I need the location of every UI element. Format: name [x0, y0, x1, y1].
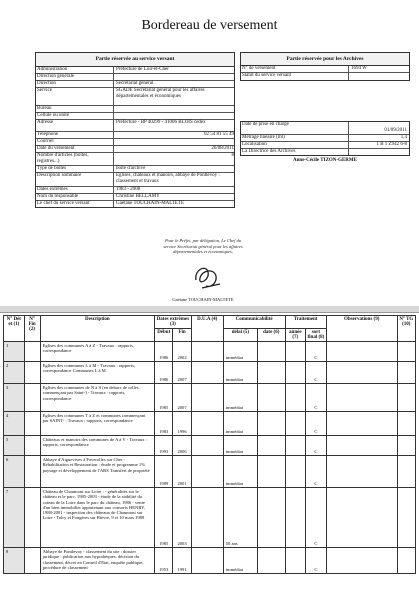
- field-label: Bureau: [36, 106, 114, 112]
- cell-num: 6: [4, 456, 25, 488]
- cell-debut: 1953: [155, 548, 173, 574]
- cell-observations: [326, 548, 397, 574]
- col-tg: N° TG (10): [397, 316, 415, 342]
- col-dua: D.U.A (4): [191, 316, 223, 342]
- cell-description: Abbaye de Pontlevoy - classement du site : dossier juridique : publication aux hypothèques, décision du classement, décret en Conseil d'Etat, enquête publique, procédure de classement: [40, 548, 154, 574]
- service-versant-row: [36, 173, 234, 187]
- cell-delai: immédiat: [223, 456, 257, 488]
- service-versant-row: [36, 81, 234, 88]
- field-value: boîte d'archive: [116, 166, 146, 171]
- field-label: Nom du responsable: [36, 194, 114, 200]
- field-label: Localisation: [241, 142, 349, 148]
- field-value: Gaétane TOUCHAIN-MALTETE: [116, 201, 185, 206]
- cell-dua: [191, 412, 223, 436]
- service-versant-row: [36, 113, 234, 120]
- cell-fin: [24, 488, 40, 548]
- cell-fin-date: 2002: [173, 342, 191, 362]
- table-row: [4, 384, 416, 412]
- cell-annee: [285, 412, 306, 436]
- col-delai: délai (5): [223, 329, 257, 342]
- cell-num: 4: [4, 412, 25, 436]
- signature-image: [190, 262, 224, 299]
- field-value: 1 B 1 Z942 6-8: [376, 142, 407, 147]
- field-label: Date du versement: [36, 146, 114, 152]
- table-row: [4, 362, 416, 384]
- cell-debut: 1993: [155, 436, 173, 456]
- cell-num: 7: [4, 488, 25, 548]
- cell-date: [258, 384, 285, 412]
- cell-tg: [397, 436, 415, 456]
- col-date: date (6): [258, 329, 285, 342]
- cell-sort: C: [306, 362, 327, 384]
- col-fin: N° Fin (2): [24, 316, 40, 342]
- service-versant-row: [36, 153, 234, 166]
- cell-sort: C: [306, 384, 327, 412]
- cell-annee: [285, 342, 306, 362]
- cell-observations: [326, 362, 397, 384]
- field-label: Téléphone: [36, 132, 114, 138]
- cell-fin-date: 2001: [173, 456, 191, 488]
- field-value: 1694 W: [351, 66, 367, 71]
- bordereau-page-2: [0, 312, 419, 600]
- table-row: [4, 436, 416, 456]
- field-value-right: 02 54 81 55 49: [204, 132, 234, 137]
- field-value: [114, 113, 234, 119]
- cell-delai: immédiat: [223, 362, 257, 384]
- service-versant-row: [36, 106, 234, 113]
- field-label: Nombre d'articles (boîtes, registres...): [36, 153, 114, 165]
- service-versant-row: [36, 201, 234, 207]
- cell-date: [258, 548, 285, 574]
- archives-rows-bottom: [240, 121, 410, 156]
- field-label: Statut du service versant: [241, 73, 349, 80]
- service-versant-rows: [36, 67, 234, 207]
- table-row: [4, 548, 416, 574]
- cell-description: Château de Chaumont sur Loire : - généralités sur le château et le parc, 1985-2003 - étude de la stabilité du coteau de la Loire dans le parc du château, 1986 - vente d'un bien immobilier appartenant aux consorts HENRY, 1988-2001 - inspection des châteaux de Chaumont sur Loire - Talcy et Fougères sur Bièvre, 9 et 10 mars 1988: [40, 488, 154, 548]
- field-label: Dates extrêmes: [36, 187, 114, 193]
- field-label: Adresse: [36, 120, 114, 131]
- cell-description: Abbaye d'Aiguevives à Faverolles sur Cher - Réhabilitation et Restauration : étude et programme 1% paysage et développement de l'ABS Transfert de propriété: [40, 456, 154, 488]
- field-label: Courriel: [36, 139, 114, 145]
- field-label: Direction générale: [36, 74, 114, 80]
- cell-sort: C: [306, 488, 327, 548]
- cell-debut: 1986: [155, 362, 173, 384]
- field-value: SGADE Secrétariat général pour les affaires départementales et économiques: [116, 88, 205, 99]
- field-label: Le chef du service versant: [36, 201, 114, 207]
- col-sort: sort final (8): [307, 330, 325, 340]
- field-value: 01/09/2011: [384, 128, 407, 133]
- archives-row: [241, 135, 409, 142]
- cell-dua: [191, 342, 223, 362]
- cell-annee: [285, 436, 306, 456]
- field-value: [114, 132, 204, 138]
- field-value: Christine BELLAMY: [116, 194, 160, 199]
- service-versant-row: [36, 67, 234, 74]
- cell-tg: [397, 342, 415, 362]
- cell-num: 1: [4, 342, 25, 362]
- archives-director-name: Anne-Cécile TIZON-GERME: [293, 158, 357, 163]
- cell-fin-date: 2003: [173, 488, 191, 548]
- archives-row: [241, 73, 409, 80]
- cell-date: [258, 488, 285, 548]
- cell-delai: 50 ans: [223, 488, 257, 548]
- field-label: N° de versement: [241, 66, 349, 72]
- col-traitement: Traitement: [285, 316, 326, 329]
- cell-debut: 1985: [155, 488, 173, 548]
- field-value: Eglises, châteaux et manoirs, abbaye de Pontlevoy : classement et travaux: [116, 173, 220, 184]
- service-versant-row: [36, 120, 234, 132]
- field-value: [114, 153, 232, 165]
- archives-row: [241, 149, 409, 155]
- archives-row: [241, 142, 409, 149]
- cell-num: 2: [4, 362, 25, 384]
- cell-description: Châteaux et manoirs des communes de A à V - Travaux : rapports, correspondance: [40, 436, 154, 456]
- cell-description: Eglises des communes de N à S (en dehors de celles commençant par Saint-) - Travaux : rapports, correspondance: [40, 384, 154, 412]
- cell-fin: [24, 436, 40, 456]
- field-value: [349, 149, 409, 155]
- field-value-right: 8: [231, 153, 234, 158]
- table-row: [4, 412, 416, 436]
- cell-date: [258, 456, 285, 488]
- cell-num: 8: [4, 548, 25, 574]
- cell-annee: [285, 384, 306, 412]
- cell-delai: immédiat: [223, 548, 257, 574]
- cell-sort: C: [306, 342, 327, 362]
- cell-fin: [24, 362, 40, 384]
- field-value: [349, 73, 409, 80]
- cell-observations: [326, 342, 397, 362]
- field-label: Direction: [36, 81, 114, 87]
- col-num: N° Dét et (1): [4, 316, 25, 342]
- cell-dua: [191, 362, 223, 384]
- cell-observations: [326, 456, 397, 488]
- archives-header: Partie réservée pour les Archives: [240, 52, 410, 66]
- col-fin-date: Fin: [173, 329, 191, 342]
- col-debut: Début: [155, 329, 173, 342]
- service-versant-row: [36, 187, 234, 194]
- document-title: Bordereau de versement: [141, 18, 278, 33]
- cell-description: Eglises des communes A à Z - Travaux : rapports, correspondance: [40, 342, 154, 362]
- cell-date: [258, 436, 285, 456]
- cell-debut: 1989: [155, 456, 173, 488]
- service-versant-row: [36, 139, 234, 146]
- cell-fin-date: 1996: [173, 412, 191, 436]
- archives-row: [241, 66, 409, 73]
- cell-fin: [24, 384, 40, 412]
- cell-delai: immédiat: [223, 436, 257, 456]
- cell-fin-date: 2007: [173, 362, 191, 384]
- service-versant-row: [36, 132, 234, 139]
- cell-fin-date: 2006: [173, 436, 191, 456]
- cell-debut: 1983: [155, 412, 173, 436]
- cell-fin-date: 2007: [173, 384, 191, 412]
- field-label: Date de prise en charge: [241, 122, 349, 134]
- cell-date: [258, 362, 285, 384]
- cell-tg: [397, 456, 415, 488]
- cell-tg: [397, 362, 415, 384]
- cell-observations: [326, 488, 397, 548]
- field-label: Type de boîtes: [36, 166, 114, 172]
- field-value: 1983 - 2008: [116, 187, 141, 192]
- field-label: Cellule ou unité: [36, 113, 114, 119]
- inventory-table: [3, 315, 416, 574]
- service-versant-row: [36, 166, 234, 173]
- col-communicabilite: Communicabilité: [223, 316, 285, 329]
- cell-sort: C: [306, 548, 327, 574]
- cell-delai: immédiat: [223, 384, 257, 412]
- cell-delai: immédiat: [223, 412, 257, 436]
- archives-row: [241, 122, 409, 135]
- cell-debut: 1985: [155, 384, 173, 412]
- field-value: Secrétariat général: [116, 81, 154, 86]
- col-annee: année (7): [285, 329, 306, 342]
- cell-dua: [191, 548, 223, 574]
- field-value: [114, 139, 234, 145]
- service-versant-row: [36, 146, 234, 153]
- cell-observations: [326, 384, 397, 412]
- cell-tg: [397, 488, 415, 548]
- col-description: Description: [40, 316, 154, 342]
- cell-debut: 1986: [155, 342, 173, 362]
- cell-tg: [397, 412, 415, 436]
- cell-tg: [397, 548, 415, 574]
- cell-date: [258, 342, 285, 362]
- field-value: 1,4: [400, 135, 407, 140]
- cell-sort: C: [306, 456, 327, 488]
- service-versant-row: [36, 88, 234, 106]
- cell-delai: immédiat: [223, 342, 257, 362]
- field-value: Préfecture de Loir-et-Cher: [116, 67, 169, 72]
- table-row: [4, 456, 416, 488]
- field-value: [114, 106, 234, 112]
- cell-dua: [191, 488, 223, 548]
- service-versant-row: [36, 74, 234, 81]
- cell-num: 5: [4, 436, 25, 456]
- archives-rows-top: [240, 66, 410, 81]
- cell-dua: [191, 456, 223, 488]
- cell-fin: [24, 548, 40, 574]
- cell-num: 3: [4, 384, 25, 412]
- cell-date: [258, 412, 285, 436]
- field-label: Service: [36, 88, 114, 105]
- cell-sort: C: [306, 436, 327, 456]
- cell-description: Eglises des communes L à M - Travaux : rapports, correspondance Communes L à M: [40, 362, 154, 384]
- cell-fin: [24, 412, 40, 436]
- cell-observations: [326, 412, 397, 436]
- cell-annee: [285, 548, 306, 574]
- cell-annee: [285, 362, 306, 384]
- col-dates: Dates extrêmes (3): [155, 316, 192, 329]
- field-label: Métrage linéaire (ml): [241, 135, 349, 141]
- field-value: [114, 74, 234, 80]
- service-versant-header: Partie réservée au service versant: [36, 53, 234, 67]
- prefecture-stamp: Pour le Préfet, par délégation, Le Chef du service Secrétariat général pour les affaires départementales et économiques,: [163, 238, 243, 254]
- cell-fin: [24, 456, 40, 488]
- cell-observations: [326, 436, 397, 456]
- cell-fin-date: 1991: [173, 548, 191, 574]
- service-versant-row: [36, 194, 234, 201]
- cell-annee: [285, 488, 306, 548]
- field-label: La Directrice des Archives: [241, 149, 349, 155]
- field-label: Description sommaire: [36, 173, 114, 186]
- cell-description: Eglises des communes T à Z et communes commençant par SAINT- : Travaux : rapports, correspondance: [40, 412, 154, 436]
- archives-block: [240, 52, 410, 164]
- cell-annee: [285, 456, 306, 488]
- field-value: Préfecture - BP 40299 - 41006 BLOIS cedex: [116, 120, 206, 125]
- signature-name: Gaétane TOUCHAIN-MALTETE: [172, 297, 234, 302]
- cell-dua: [191, 384, 223, 412]
- service-versant-block: [35, 52, 235, 208]
- table-row: [4, 488, 416, 548]
- field-value: [114, 146, 211, 152]
- cell-sort: C: [306, 412, 327, 436]
- cell-tg: [397, 384, 415, 412]
- field-label: Administration: [36, 67, 114, 73]
- cell-fin: [24, 342, 40, 362]
- col-observations: Observations (9): [326, 316, 397, 342]
- cell-dua: [191, 436, 223, 456]
- table-row: [4, 342, 416, 362]
- field-value-right: 26/08/2011: [211, 146, 234, 151]
